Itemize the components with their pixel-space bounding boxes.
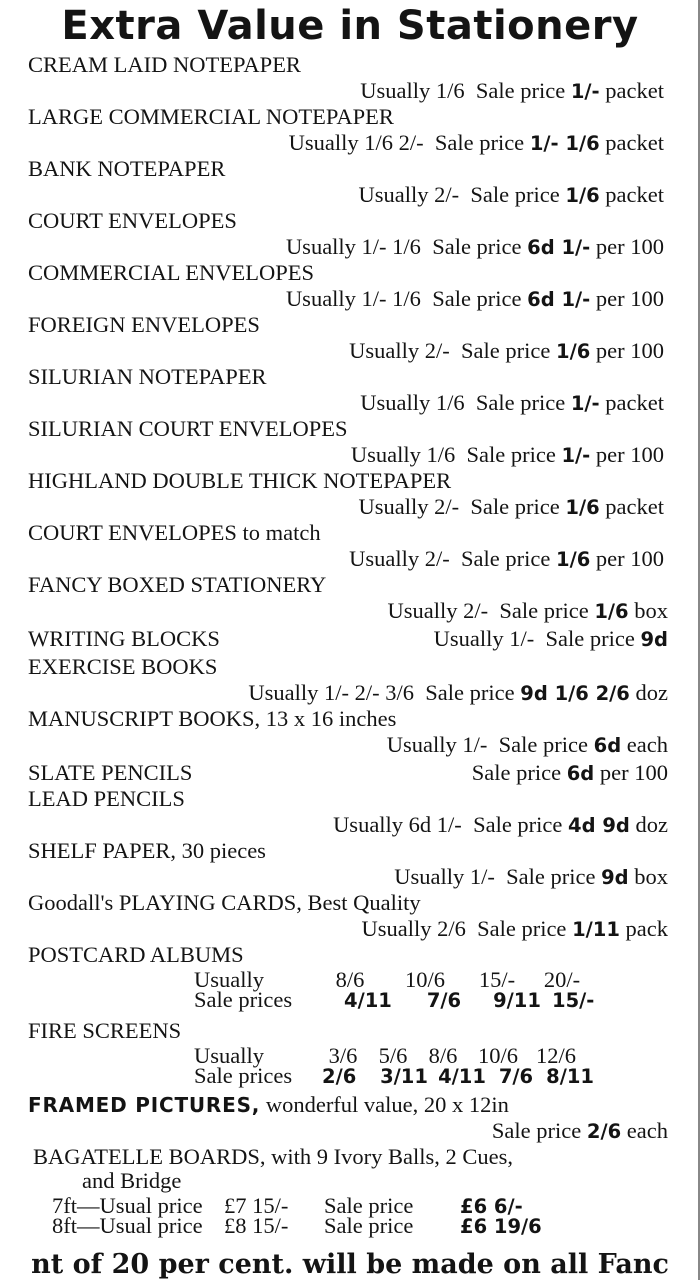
item-price-line: Usually 1/6 2/- Sale price 1/- 1/6 packet (288, 130, 664, 155)
item-name: SLATE PENCILS (28, 760, 193, 785)
item-name: HIGHLAND DOUBLE THICK NOTEPAPER (28, 468, 452, 493)
bagatelle-row-8ft: 8ft—Usual price £8 15/- Sale price £6 19/6 (52, 1213, 542, 1238)
item-price-line: Usually 2/- Sale price 1/6 box (387, 598, 668, 623)
usual-prices-row: Usually 8/6 10/6 15/- 20/- (194, 967, 581, 992)
item-name: LEAD PENCILS (28, 786, 185, 811)
item-price-line: Usually 1/6 Sale price 1/- packet (360, 390, 664, 415)
item-name: SILURIAN NOTEPAPER (28, 364, 267, 389)
item-name: FANCY BOXED STATIONERY (28, 572, 327, 597)
discount-footer: nt of 20 per cent. will be made on all Fanc (31, 1249, 669, 1280)
item-name: POSTCARD ALBUMS (28, 942, 244, 967)
item-name: COURT ENVELOPES to match (28, 520, 321, 545)
item-name: FOREIGN ENVELOPES (28, 312, 260, 337)
item-price-line: Usually 1/- 1/6 Sale price 6d 1/- per 100 (285, 234, 664, 259)
item-price-line: Usually 1/- 2/- 3/6 Sale price 9d 1/6 2/6 doz (248, 680, 668, 705)
sale-prices-row: Sale prices 2/6 3/11 4/11 7/6 8/11 (194, 1063, 594, 1088)
item-name-cont: and Bridge (82, 1168, 182, 1193)
item-name: BAGATELLE BOARDS, with 9 Ivory Balls, 2 Cues, (33, 1144, 513, 1169)
item-price-line: Sale price 6d per 100 (471, 760, 668, 785)
sale-prices-row: Sale prices 4/11 7/6 9/11 15/- (194, 987, 595, 1012)
item-name: FIRE SCREENS (28, 1018, 182, 1043)
item-price-line: Usually 2/- Sale price 1/6 packet (358, 494, 664, 519)
item-price-line: Usually 2/- Sale price 1/6 packet (358, 182, 664, 207)
item-price-line: Usually 1/6 Sale price 1/- packet (360, 78, 664, 103)
item-price-line: Usually 2/6 Sale price 1/11 pack (361, 916, 668, 941)
item-name-line: FRAMED PICTURES, wonderful value, 20 x 12in (28, 1092, 509, 1117)
item-price-line: Usually 2/- Sale price 1/6 per 100 (349, 546, 664, 571)
item-name: SHELF PAPER, 30 pieces (28, 838, 266, 863)
item-name: COMMERCIAL ENVELOPES (28, 260, 315, 285)
item-price-line: Usually 1/- 1/6 Sale price 6d 1/- per 100 (285, 286, 664, 311)
item-name: CREAM LAID NOTEPAPER (28, 52, 301, 77)
item-price-line: Usually 1/- Sale price 6d each (386, 732, 668, 757)
item-price-line: Sale price 2/6 each (491, 1118, 668, 1143)
page-title: Extra Value in Stationery (61, 3, 639, 49)
item-price-line: Usually 1/- Sale price 9d box (394, 864, 668, 889)
usual-prices-row: Usually 3/6 5/6 8/6 10/6 12/6 (194, 1043, 576, 1068)
item-name: BANK NOTEPAPER (28, 156, 226, 181)
item-name: EXERCISE BOOKS (28, 654, 218, 679)
item-name: SILURIAN COURT ENVELOPES (28, 416, 348, 441)
item-name: MANUSCRIPT BOOKS, 13 x 16 inches (28, 706, 397, 731)
item-price-line: Usually 6d 1/- Sale price 4d 9d doz (333, 812, 668, 837)
item-price-line: Usually 2/- Sale price 1/6 per 100 (349, 338, 664, 363)
item-name: Goodall's PLAYING CARDS, Best Quality (28, 890, 421, 915)
item-price-line: Usually 1/- Sale price 9d (433, 626, 668, 651)
item-name: LARGE COMMERCIAL NOTEPAPER (28, 104, 394, 129)
item-name: WRITING BLOCKS (28, 626, 220, 651)
item-price-line: Usually 1/6 Sale price 1/- per 100 (350, 442, 664, 467)
item-name: COURT ENVELOPES (28, 208, 237, 233)
bagatelle-row-7ft: 7ft—Usual price £7 15/- Sale price £6 6/- (52, 1193, 523, 1218)
